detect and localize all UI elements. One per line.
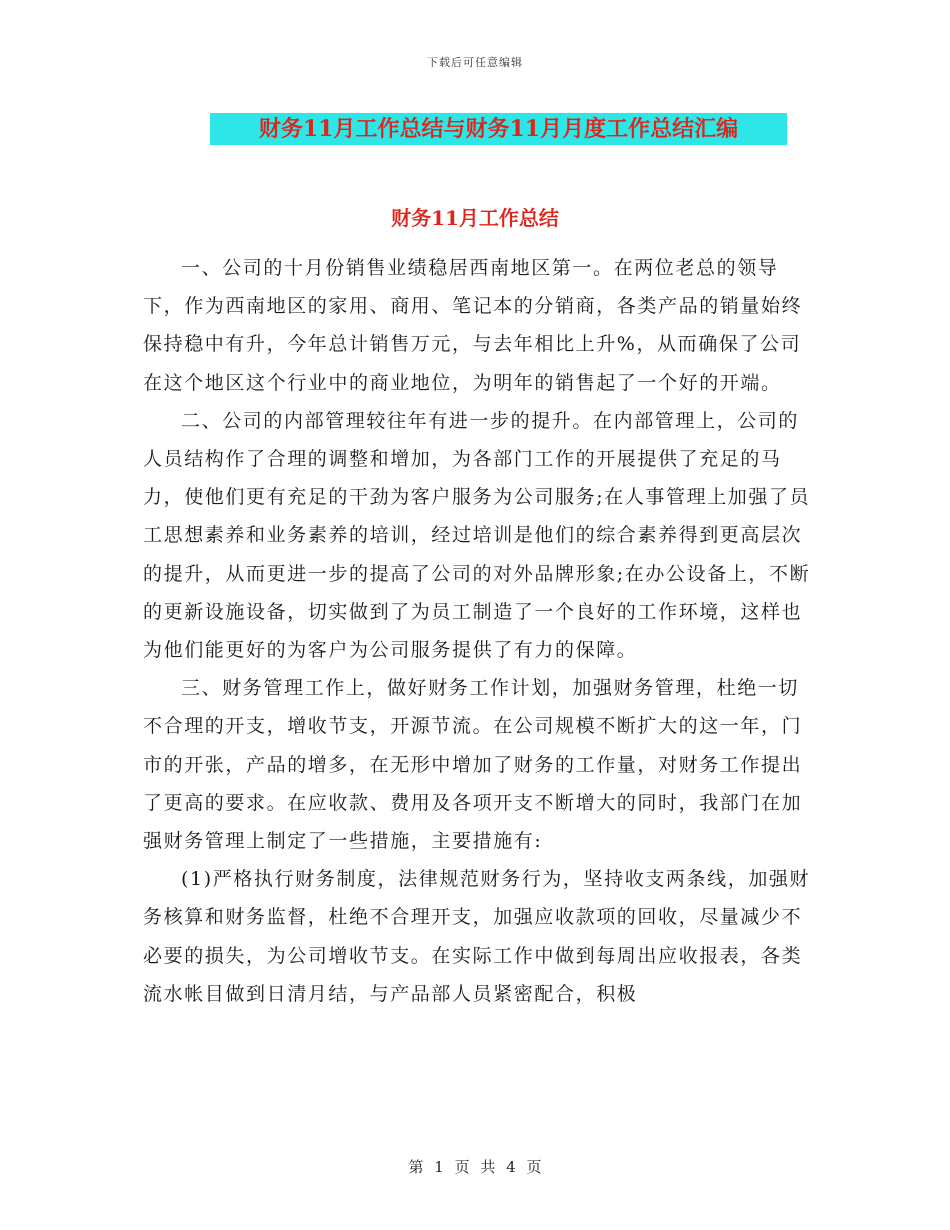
paragraph: 三、财务管理工作上，做好财务工作计划，加强财务管理，杜绝一切不合理的开支，增收节支，开源节流。在公司规模不断扩大的这一年，门市的开张，产品的增多，在无形中增加了财务的工作量，对财务工作提出了更高的要求。在应收款、费用及各项开支不断增大的同时，我部门在加强财务管理上制定了一些措施，主要措施有:: [143, 677, 803, 853]
page-footer: 第 1 页 共 4 页: [408, 1158, 542, 1176]
document-title-highlight: [210, 113, 787, 145]
paragraph: 二、公司的内部管理较往年有进一步的提升。在内部管理上，公司的人员结构作了合理的调整和增加，为各部门工作的开展提供了充足的马力，使他们更有充足的干劲为客户服务为公司服务;在人事管理上加强了员工思想素养和业务素养的培训，经过培训是他们的综合素养得到更高层次的提升，从而更进一步的提高了公司的对外品牌形象;在办公设备上，不断的更新设施设备，切实做到了为员工制造了一个良好的工作环境，这样也为他们能更好的为客户为公司服务提供了有力的保障。: [143, 409, 811, 662]
document-title: 财务11月工作总结与财务11月月度工作总结汇编: [258, 116, 739, 142]
document-body: [143, 249, 813, 1013]
section-title: 财务11月工作总结: [391, 206, 559, 230]
page-header-note: 下载后可任意编辑: [427, 56, 523, 69]
paragraph: 一、公司的十月份销售业绩稳居西南地区第一。在两位老总的领导下，作为西南地区的家用、商用、笔记本的分销商，各类产品的销量始终保持稳中有升，今年总计销售万元，与去年相比上升%，从而确保了公司在这个地区这个行业中的商业地位，为明年的销售起了一个好的开端。: [143, 257, 803, 394]
paragraph: (1)严格执行财务制度，法律规范财务行为，坚持收支两条线，加强财务核算和财务监督，杜绝不合理开支，加强应收款项的回收，尽量减少不必要的损失，为公司增收节支。在实际工作中做到每周出应收报表，各类流水帐目做到日清月结，与产品部人员紧密配合，积极: [143, 868, 811, 1005]
